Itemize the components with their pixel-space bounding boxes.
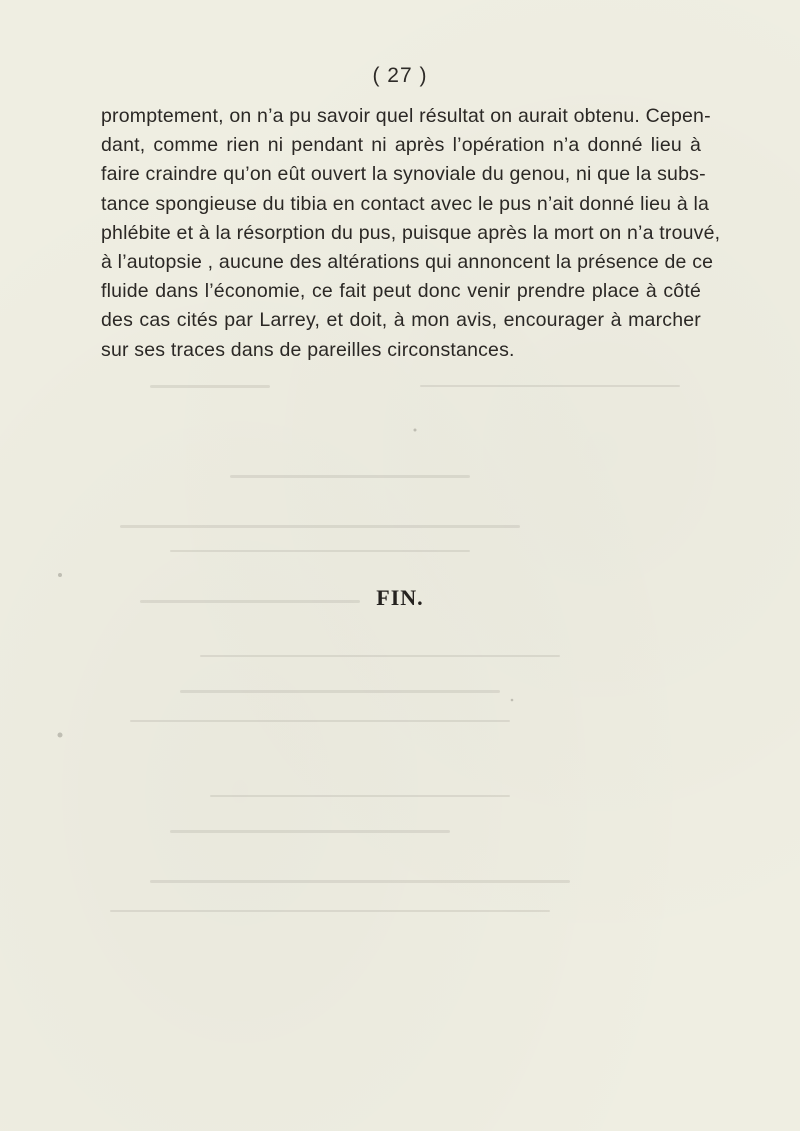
text-line: à l’autopsie , aucune des altérations qui annoncent la présence de ce: [101, 250, 714, 273]
text-line: dant, comme rien ni pendant ni après l’opération n’a donné lieu à: [101, 134, 701, 157]
body-paragraph: [101, 102, 721, 365]
text-line: fluide dans l’économie, ce fait peut donc venir prendre place à côté: [101, 280, 701, 303]
text-line: phlébite et à la résorption du pus, puisque après la mort on n’a trouvé,: [101, 221, 721, 244]
closing-text: FIN.: [376, 585, 424, 610]
text-line: tance spongieuse du tibia en contact avec le pus n’ait donné lieu à la: [101, 192, 710, 215]
text-line: promptement, on n’a pu savoir quel résultat on aurait obtenu. Cepen-: [101, 105, 711, 127]
page-number: ( 27 ): [372, 64, 428, 87]
text-line: des cas cités par Larrey, et doit, à mon avis, encourager à marcher: [101, 309, 701, 332]
text-line: sur ses traces dans de pareilles circonstances.: [101, 338, 515, 361]
text-line: faire craindre qu’on eût ouvert la synoviale du genou, ni que la subs-: [101, 163, 706, 186]
